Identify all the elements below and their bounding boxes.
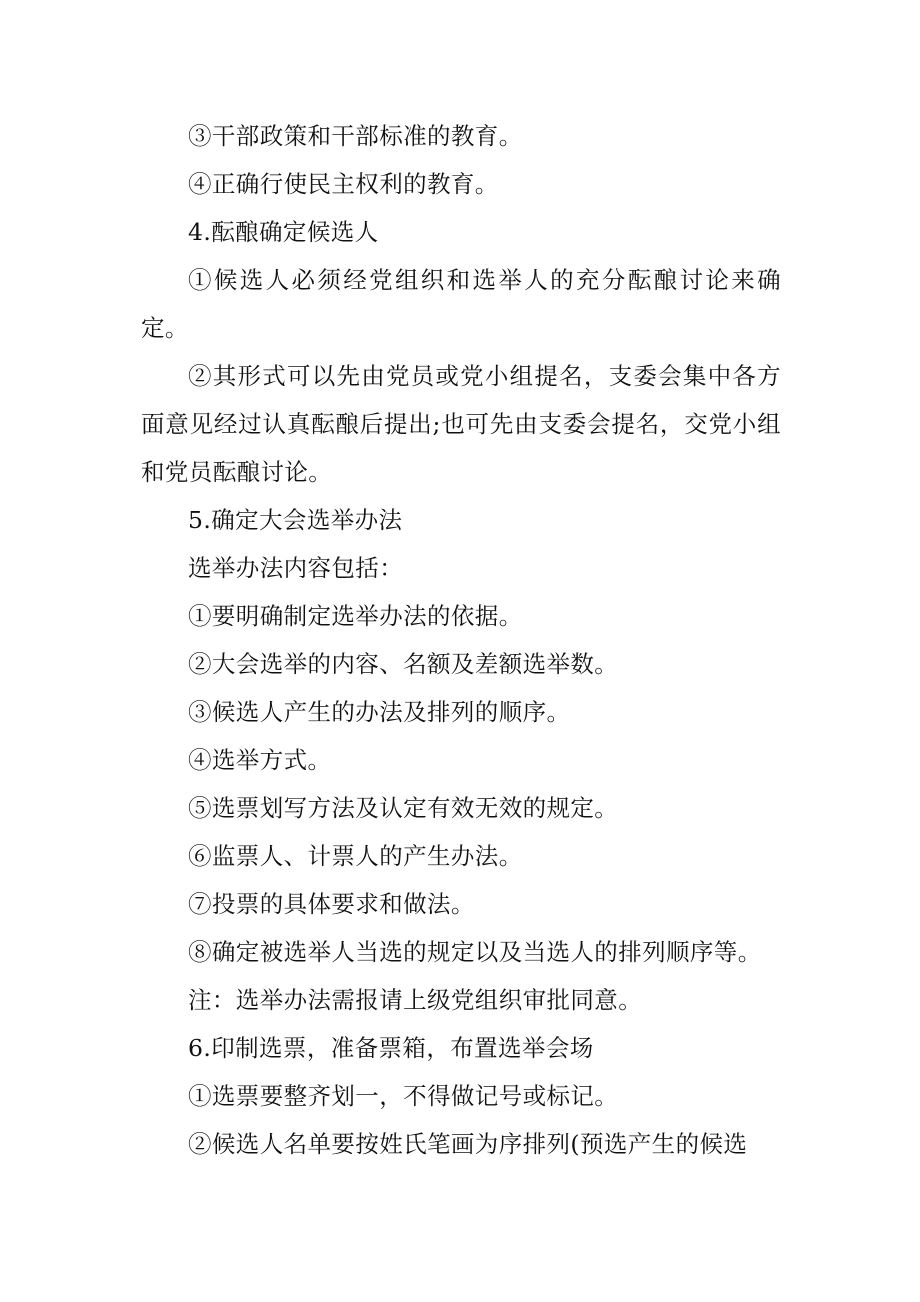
list-item-voting-requirements: ⑦投票的具体要求和做法。 <box>188 890 475 918</box>
list-item-candidate-order: ③候选人产生的办法及排列的顺序。 <box>188 698 571 726</box>
list-item-uniform-ballots: ①选票要整齐划一，不得做记号或标记。 <box>188 1082 619 1110</box>
paragraph-cadre-policy-education: ③干部政策和干部标准的教育。 <box>188 122 523 150</box>
section-heading-ballots-venue: 6.印制选票，准备票箱，布置选举会场 <box>188 1034 594 1062</box>
note-approval: 注：选举办法需报请上级党组织审批同意。 <box>188 986 643 1014</box>
list-item-candidate-list-order: ②候选人名单要按姓氏笔画为序排列(预选产生的候选 <box>188 1130 748 1158</box>
list-item-ballot-marking: ⑤选票划写方法及认定有效无效的规定。 <box>188 794 619 822</box>
list-item-method-basis: ①要明确制定选举办法的依据。 <box>188 602 523 630</box>
paragraph-democratic-rights-education: ④正确行使民主权利的教育。 <box>188 170 499 198</box>
paragraph-candidate-deliberation: ①候选人必须经党组织和选举人的充分酝酿讨论来确定。 <box>141 266 781 342</box>
section-heading-election-method: 5.确定大会选举办法 <box>188 506 403 534</box>
list-item-election-mode: ④选举方式。 <box>188 746 332 774</box>
paragraph-method-contents-intro: 选举办法内容包括： <box>188 554 404 582</box>
list-item-election-content: ②大会选举的内容、名额及差额选举数。 <box>188 650 619 678</box>
paragraph-nomination-form: ②其形式可以先由党员或党小组提名，支委会集中各方面意见经过认真酝酿后提出;也可先由支委会提名，交党小组和党员酝酿讨论。 <box>141 362 781 486</box>
list-item-scrutineers: ⑥监票人、计票人的产生办法。 <box>188 842 523 870</box>
document-body <box>141 112 781 1168</box>
section-heading-candidates: 4.酝酿确定候选人 <box>188 218 379 246</box>
list-item-election-rules: ⑧确定被选举人当选的规定以及当选人的排列顺序等。 <box>188 938 762 966</box>
